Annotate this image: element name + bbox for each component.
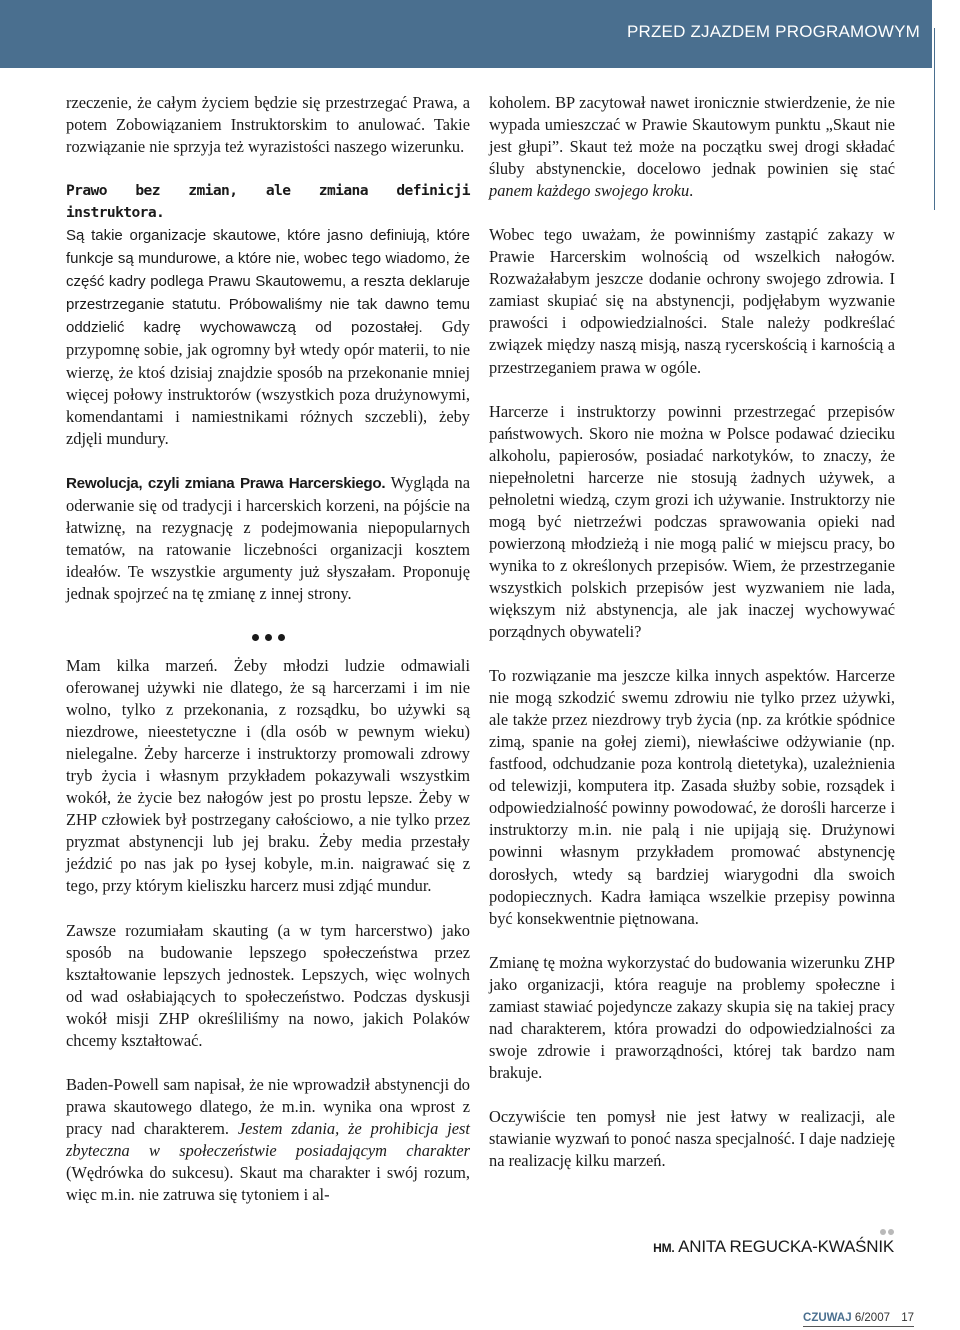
paragraph: Zmianę tę można wykorzystać do budowania wizerunku ZHP jako organizacji, która reaguje na problemy społeczne i zamiast stawiać pojedyncze zakazy skupia się na takiej pracy nad charakterem, która prowadzi do odpowiedzialności za swoje zdrowie i praworządności, której tak bardzo nam brakuje.	[489, 952, 895, 1082]
paragraph-text: .	[689, 181, 694, 201]
page-number: 17	[901, 1312, 914, 1324]
footer-rule	[803, 1326, 914, 1327]
paragraph: Harcerze i instruktorzy powinni przestrzegać przepisów państwowych. Skoro nie można w Polsce podawać dzieciku alkoholu, papierosów, posiadać narkotyków, to znaczy, że niepełnoletni harcerze nie stosują żadnych używek, a pełnoletni wiedzą, czym grozi ich używanie. Instruktorzy nie mogą być nietrzeźwi podczas sprawowania opieki nad powierzoną młodzieżą i nie mogą palić w miejscu pracy, bo wynika to z określonych przepisów. Wiem, że przestrzeganie wszystkich polskich przepisów jest wyzwaniem nie lada, większym niż abstynencja, ale jak inaczej wychowywać porządnych obywateli?	[489, 401, 895, 642]
paragraph: Mam kilka marzeń. Żeby młodzi ludzie odmawiali oferowanej używki nie dlatego, że są harcerzami i im nie wolno, tylko z przekonania, z rozsądku, bo używki są niezdrowe, nieestetyczne i (dla osób w pewnym wieku) nielegalne. Żeby harcerze i instruktorzy promowali zdrowy tryb życia i własnym przykładem pokazywali wszystkim wokół, że życie bez nałogów jest po prostu lepsze. Żeby w ZHP człowiek był postrzegany całościowo, a nie tylko przez pryzmat abstynencji lub jej braku. Żeby media przestały jeździć po nas jak po łysej kobyle, m.in. naigrawać się z tego, przy którym kieliszku harcerz musi zdjąć mundur.	[66, 655, 470, 896]
paragraph-text: Wygląda na oderwanie się od tradycji i harcerskich korzeni, na pójście na łatwiznę, na rezygnację z podejmowania niepopularnych tematów, na ratowanie liczebności organizacji kosztem ideałów. Te wszystkie argumenty już słyszałam. Proponuję jednak spojrzeć na tę zmianę z innej strony.	[66, 472, 470, 603]
paragraph	[66, 472, 470, 605]
quote-text: panem każdego swojego kroku	[489, 181, 690, 201]
page-footer	[803, 1312, 914, 1324]
magazine-name: CZUWAJ	[803, 1312, 852, 1324]
margin-rule	[934, 28, 935, 210]
paragraph-text: (Wędrówka do sukcesu). Skaut ma charakter i swój rozum, więc m.in. nie zatruwa się tytoniem i al-	[66, 1162, 470, 1205]
right-column	[489, 92, 895, 1172]
paragraph	[66, 1074, 470, 1206]
left-column	[66, 92, 470, 1206]
section-title: PRZED ZJAZDEM PROGRAMOWYM	[626, 22, 920, 41]
issue-number: 6/2007	[854, 1312, 890, 1324]
paragraph	[489, 92, 895, 202]
paragraph: Oczywiście ten pomysł nie jest łatwy w realizacji, ale stawianie wyzwań to ponoć nasza specjalność. I daje nadzieję na realizację kilku marzeń.	[489, 1106, 895, 1171]
paragraph-text: koholem. BP zacytował nawet ironicznie stwierdzenie, że nie wypada umieszczać w Prawie Skautowym punktu „Skaut nie jest głupi”. Skaut też może na początku swej drogi składać śluby abstynenckie, docelowo jednak powinien się stać	[489, 93, 895, 179]
paragraph-text: Są takie organizacje skautowe, które jasno definiują, które funkcje są mundurowe, a które nie, wobec tego wiadomo, że część kadry podlega Prawu Skautowemu, a reszta deklaruje przestrzeganie statutu. Próbowaliśmy nie tak dawno temu oddzielić kadrę wychowawczą od pozostałej.	[66, 227, 470, 337]
header-margin	[932, 0, 960, 68]
section-header-bar	[0, 0, 932, 68]
paragraph	[66, 224, 470, 449]
paragraph: Wobec tego uważam, że powinniśmy zastąpić zakazy w Prawie Harcerskim wolnością od wszelkich nałogów. Rozważałabym jeszcze dodanie ochrony swojego zdrowia. I zamiast skupiać się na abstynencji, podjęłabym wyzwanie prawości i odpowiedzialności. Stale należy podkreślać związek między naszą misją, naszą rycerskością i karnością a przestrzeganiem prawa w ogóle.	[489, 225, 895, 377]
subheading: Prawo bez zmian, ale zmiana definicji instruktora.	[66, 182, 470, 222]
author-rank: HM.	[653, 1241, 675, 1255]
paragraph: To rozwiązanie ma jeszcze kilka innych aspektów. Harcerze nie mogą szkodzić swemu zdrowiu nie tylko przez używki, ale także przez niezdrowy tryb życia (np. za krótkie spódnice zimą, spanie na gołej ziemi), niewłaściwe odżywianie (np. fastfood, odchudzanie poza kontrolą dietetyka), uzależnienia od telewizji, komputera itp. Zasada służby sobie, rozsądek i odpowiedzialność powinny powodować, że dorośli harcerze i instruktorzy m.in. nie palą i nie upijają się. Drużynowi powinni własnym przykładem promować abstynencję dorosłych, wtedy są bardziej wiarygodni dla swoich podopiecznych. Kadra łamiąca wszelkie przepisy powinna być konsekwentnie piętnowana.	[489, 666, 895, 928]
subheading: Rewolucja, czyli zmiana Prawa Harcerskiego.	[66, 474, 386, 492]
author-signature	[653, 1237, 894, 1257]
section-separator	[66, 623, 470, 645]
paragraph: rzeczenie, że całym życiem będzie się przestrzegać Prawa, a potem Zobowiązaniem Instruktorskim to anulować. Takie rozwiązanie nie sprzyja też wyrazistości naszego wizerunku.	[66, 93, 470, 157]
author-name: ANITA REGUCKA-KWAŚNIK	[678, 1237, 894, 1256]
quote-text: Jestem zdania, że prohibicja jest zbyteczna w społeczeństwie posiadającym charakter	[66, 1118, 470, 1160]
paragraph: Zawsze rozumiałam skauting (a w tym harcerstwo) jako sposób na budowanie lepszego społeczeństwa przez kształtowanie lepszych jednostek. Lepszych, więc wolnych od wad osłabiających to społeczeństwo. Podczas dyskusji wokół misji ZHP określiliśmy na nowo, jakich Polaków chcemy kształtować.	[66, 920, 470, 1050]
paragraph-text: Baden-Powell sam napisał, że nie wprowadził abstynencji do prawa skautowego dlatego, że m.in. wynika ona wprost z pracy nad charakterem.	[66, 1074, 470, 1138]
paragraph-text: Gdy przypomnę sobie, jak ogromny był wtedy opór materii, to nie wierzę, że ktoś dzisiaj znajdzie sposób na przekonanie mniej więcej połowy instruktorów (wszystkich poza drużynowymi, komendantami i namiestnikami różnych szczebli), żeby zdjęli mundury.	[66, 317, 470, 448]
